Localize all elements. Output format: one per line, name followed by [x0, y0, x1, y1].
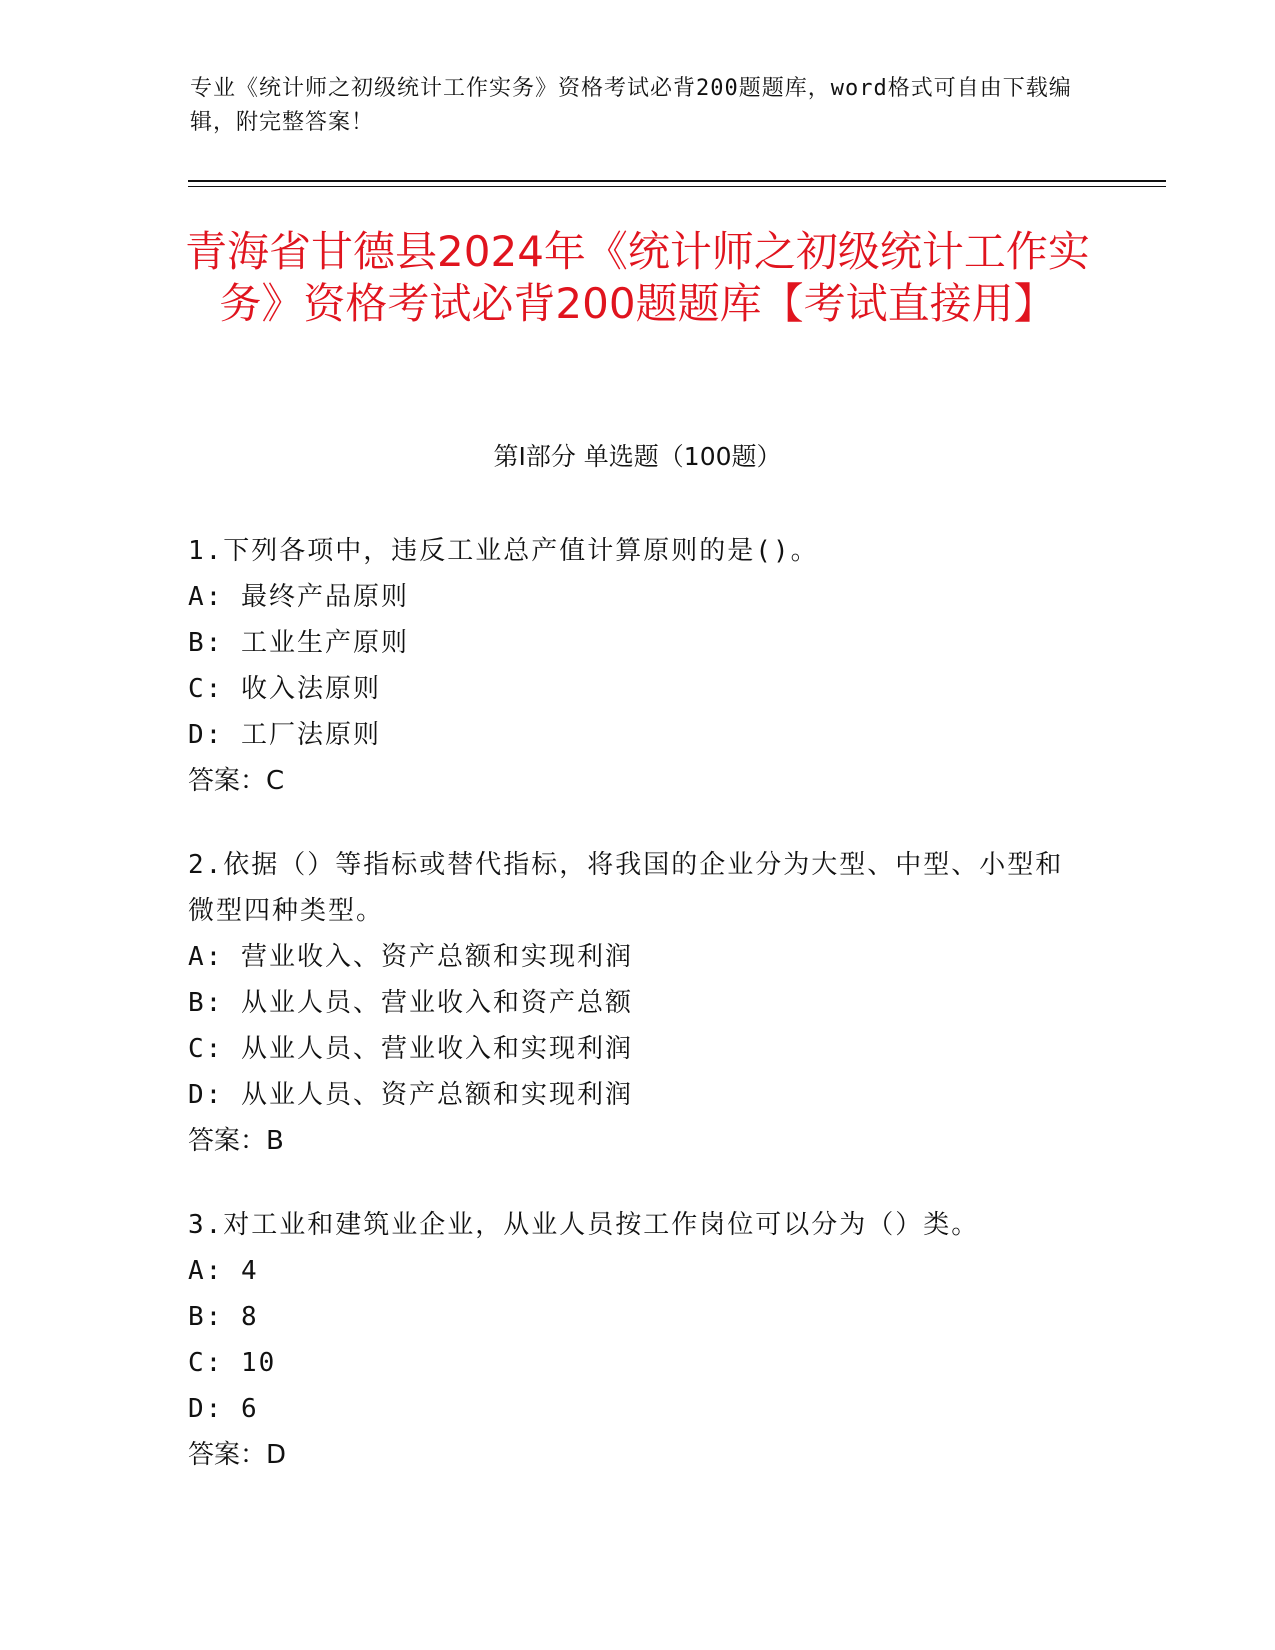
header-rule-thick [188, 180, 1166, 182]
option-d: D: 6 [188, 1394, 259, 1424]
document-title: 青海省甘德县2024年《统计师之初级统计工作实务》资格考试必背200题题库【考试直接用】 [185, 227, 1090, 328]
option-b: B: 8 [188, 1302, 259, 1332]
header-rule-thin [188, 186, 1166, 187]
option-a: A: 最终产品原则 [188, 582, 409, 612]
option-b: B: 从业人员、营业收入和资产总额 [188, 988, 633, 1018]
question-stem: 3.对工业和建筑业企业，从业人员按工作岗位可以分为（）类。 [188, 1210, 980, 1240]
option-a: A: 营业收入、资产总额和实现利润 [188, 942, 633, 972]
question-stem: 2.依据（）等指标或替代指标，将我国的企业分为大型、中型、小型和微型四种类型。 [188, 850, 1064, 926]
option-d: D: 从业人员、资产总额和实现利润 [188, 1080, 633, 1110]
header-note: 专业《统计师之初级统计工作实务》资格考试必背200题题库，word格式可自由下载编辑，附完整答案！ [190, 76, 1072, 135]
question-list [188, 528, 1088, 1516]
question-3 [188, 1202, 1088, 1478]
answer: 答案：C [188, 766, 285, 796]
option-c: C: 从业人员、营业收入和实现利润 [188, 1034, 633, 1064]
option-c: C: 收入法原则 [188, 674, 381, 704]
option-a: A: 4 [188, 1256, 259, 1286]
option-d: D: 工厂法原则 [188, 720, 381, 750]
question-2 [188, 842, 1088, 1164]
answer: 答案：D [188, 1440, 287, 1470]
question-stem: 1.下列各项中，违反工业总产值计算原则的是()。 [188, 536, 819, 566]
answer: 答案：B [188, 1126, 284, 1156]
question-1 [188, 528, 1088, 804]
option-c: C: 10 [188, 1348, 277, 1378]
option-b: B: 工业生产原则 [188, 628, 409, 658]
section-title: 第Ⅰ部分 单选题（100题） [493, 442, 782, 471]
